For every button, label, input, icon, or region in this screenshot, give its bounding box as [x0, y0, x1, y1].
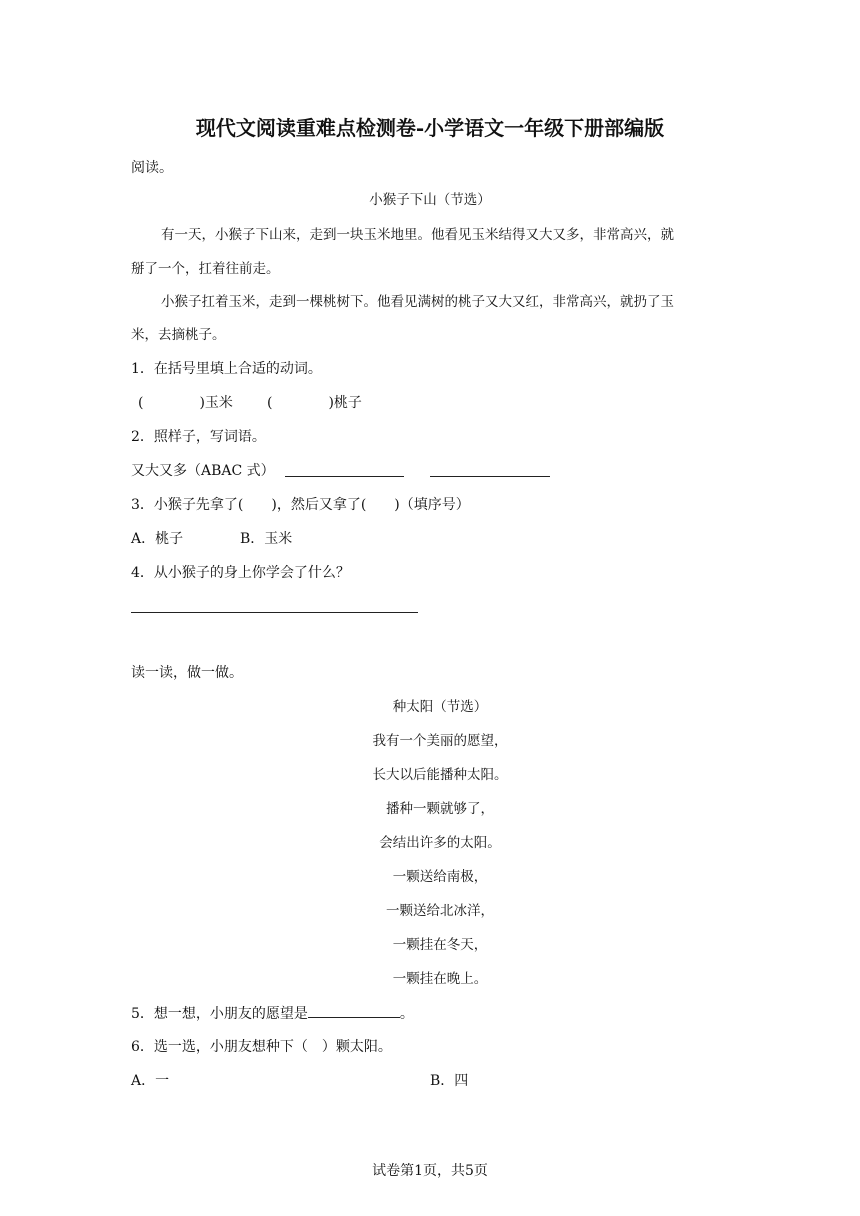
- passage-para1-line2: 掰了一个，扛着往前走。: [131, 261, 280, 277]
- poem-line: 播种一颗就够了，: [386, 801, 494, 817]
- question-1: 1．在括号里填上合适的动词。: [131, 361, 322, 377]
- question-3: 3．小猴子先拿了( )，然后又拿了( )（填序号）: [131, 497, 470, 513]
- question-5: [131, 1003, 414, 1024]
- page-title: 现代文阅读重难点检测卷-小学语文一年级下册部编版: [195, 116, 665, 140]
- poem-line: 一颗挂在晚上。: [392, 971, 488, 987]
- poem-line: 一颗送给南极，: [392, 869, 488, 885]
- q1-fill-peach: ( )桃子: [267, 395, 362, 411]
- passage-title: 小猴子下山（节选）: [369, 192, 491, 208]
- poem-line: 长大以后能播种太阳。: [372, 767, 508, 783]
- poem-line: 会结出许多的太阳。: [379, 835, 501, 851]
- passage-para1-line1: 有一天，小猴子下山来，走到一块玉米地里。他看见玉米结得又大又多，非常高兴，就: [161, 227, 674, 243]
- poem-line: 我有一个美丽的愿望，: [372, 733, 508, 749]
- section1-instruction: 阅读。: [131, 160, 173, 176]
- q5-text: 5．想一想，小朋友的愿望是: [131, 1006, 308, 1022]
- poem-title: 种太阳（节选）: [392, 699, 488, 715]
- question-4: 4．从小猴子的身上你学会了什么？: [131, 565, 350, 581]
- question-2: 2．照样子，写词语。: [131, 429, 266, 445]
- section2-instruction: 读一读，做一做。: [131, 665, 243, 681]
- poem-line: 一颗挂在冬天，: [392, 937, 488, 953]
- page-footer: 试卷第1页，共5页: [372, 1163, 488, 1179]
- q4-answer-blank[interactable]: [131, 598, 418, 613]
- q2-answer-blank-1[interactable]: [285, 462, 404, 477]
- q6-option-a: A．一: [131, 1073, 170, 1089]
- q6-option-b: B．四: [430, 1073, 469, 1089]
- question-6: 6．选一选，小朋友想种下（ ）颗太阳。: [131, 1039, 392, 1055]
- q3-option-b: B．玉米: [240, 531, 293, 547]
- passage-para2-line1: 小猴子扛着玉米，走到一棵桃树下。他看见满树的桃子又大又红，非常高兴，就扔了玉: [161, 294, 674, 310]
- q5-suffix: 。: [399, 1006, 414, 1022]
- q3-option-a: A．桃子: [131, 531, 184, 547]
- q2-answer-blank-2[interactable]: [430, 462, 550, 477]
- passage-para2-line2: 米，去摘桃子。: [131, 327, 226, 343]
- q2-example: 又大又多（ABAC 式）: [131, 463, 275, 479]
- q5-answer-blank[interactable]: [308, 1003, 400, 1018]
- q1-fill-corn: ( )玉米: [138, 395, 233, 411]
- poem-line: 一颗送给北冰洋，: [386, 903, 494, 919]
